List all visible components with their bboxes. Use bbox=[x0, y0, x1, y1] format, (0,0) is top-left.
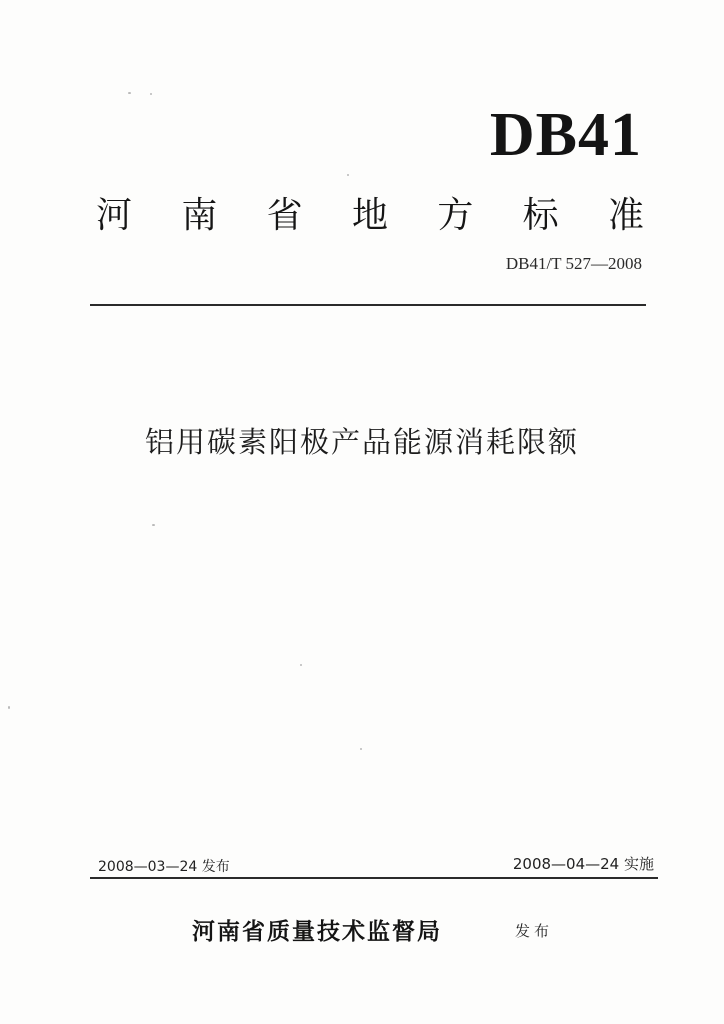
standard-type bbox=[96, 196, 644, 236]
scan-speck bbox=[300, 664, 302, 666]
footer-divider bbox=[90, 877, 658, 879]
publish-label: 发布 bbox=[515, 922, 554, 940]
scan-speck bbox=[128, 92, 131, 94]
scan-speck bbox=[150, 93, 152, 95]
header-divider bbox=[90, 304, 646, 306]
scan-speck bbox=[360, 748, 362, 750]
standard-type-char: 省 bbox=[266, 195, 303, 236]
standard-number: DB41/T 527—2008 bbox=[505, 254, 642, 273]
standard-type-char: 南 bbox=[181, 195, 218, 236]
standard-type-char: 地 bbox=[351, 195, 388, 236]
standard-type-char: 标 bbox=[522, 195, 559, 236]
effective-date: 2008—04—24 实施 bbox=[512, 855, 654, 873]
standard-code: DB41 bbox=[489, 101, 642, 169]
standard-type-char: 方 bbox=[437, 195, 474, 236]
document-title: 铝用碳素阳极产品能源消耗限额 bbox=[144, 425, 579, 459]
scan-speck bbox=[8, 706, 10, 709]
scan-speck bbox=[347, 174, 349, 176]
issue-date: 2008—03—24 发布 bbox=[98, 859, 230, 875]
standard-type-char: 河 bbox=[96, 195, 133, 236]
standard-type-char: 准 bbox=[607, 195, 644, 236]
publisher-name: 河南省质量技术监督局 bbox=[192, 918, 442, 945]
scan-speck bbox=[152, 524, 155, 526]
